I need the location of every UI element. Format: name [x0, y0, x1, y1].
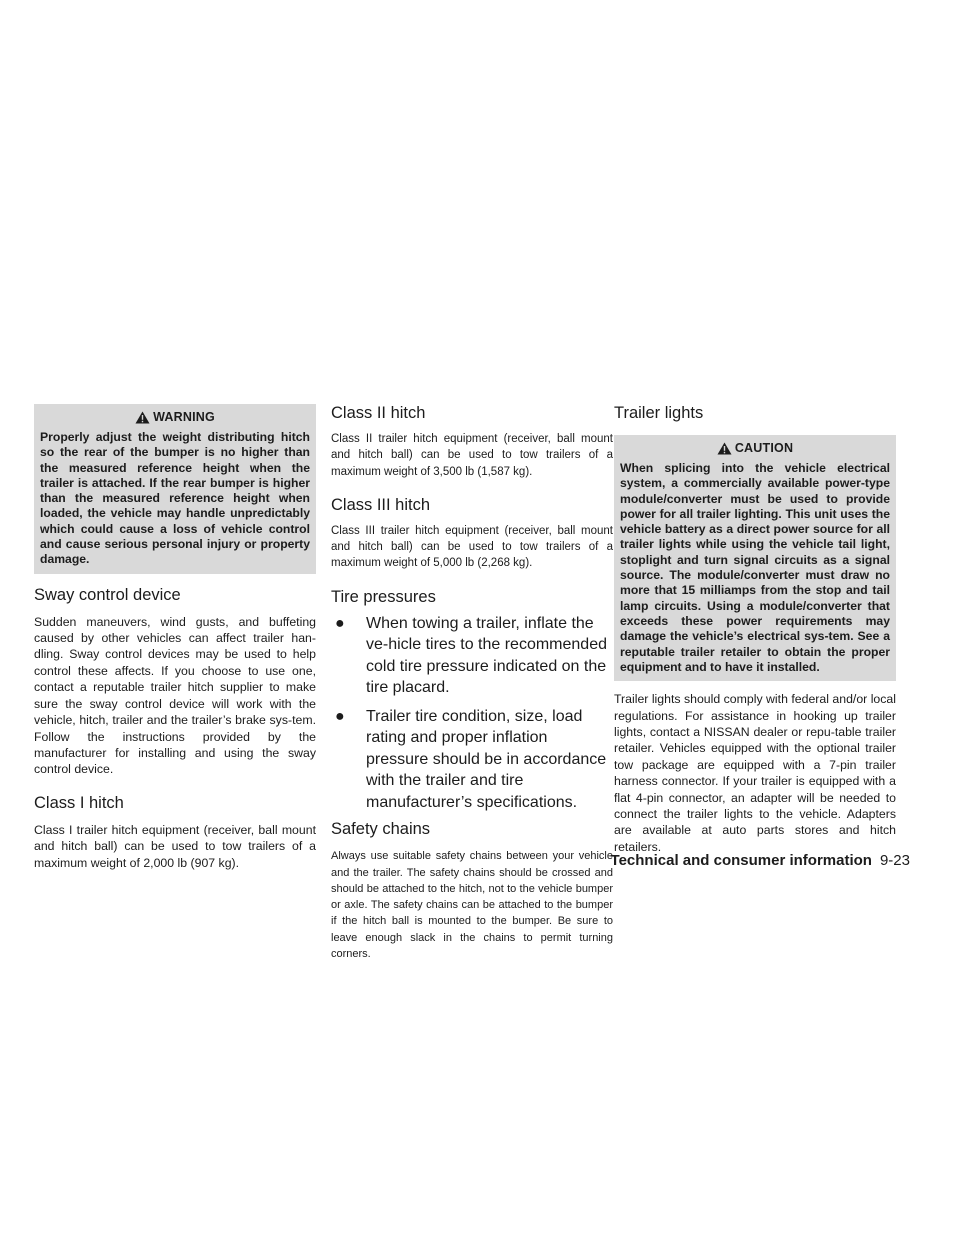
class3-text: Class III trailer hitch equipment (receiver, ball mount and hitch ball) can be used to tow trailers of a maximum weight of 5,000 lb (2,268 kg).: [331, 524, 613, 570]
warning-text: Properly adjust the weight distributing hitch so the rear of the bumper is no higher than the measured reference height when the trailer is attached. If the rear bumper is higher than the measured reference height when loaded, the vehicle may handle unpredictably which could cause a loss of vehicle control and cause serious personal injury or property damage.: [40, 430, 310, 567]
class1-heading: Class I hitch: [34, 793, 124, 812]
tire-heading: Tire pressures: [331, 587, 436, 606]
page-number: 9-23: [879, 852, 910, 869]
warning-triangle-icon: [717, 442, 732, 455]
class3-heading: Class III hitch: [331, 495, 431, 514]
column-middle: [331, 404, 613, 962]
bullet-icon: ●: [335, 707, 345, 725]
caution-title: [620, 435, 890, 461]
caution-box: [614, 435, 896, 681]
chains-text: Always use suitable safety chains between your vehicle and the trailer. The safety chains should be crossed and should be attached to the hitch, not to the vehicle bumper or axle. The safety chains can be attached to the bumper if the hitch ball is mounted to the bumper. Be sure to leave enough slack in the chains to permit turning corners.: [331, 850, 613, 961]
tire-item-text: Trailer tire condition, size, load rating and proper inflation pressure should be in accordance with the trailer and tire manufacturer’s specifications.: [366, 707, 607, 811]
sway-heading: Sway control device: [34, 585, 181, 604]
lights-heading: Trailer lights: [614, 404, 704, 422]
chains-heading: Safety chains: [331, 820, 431, 839]
column-right: [614, 404, 896, 855]
tire-list-item: [331, 706, 613, 814]
bullet-icon: ●: [335, 614, 345, 632]
warning-box: [34, 404, 316, 574]
lights-text: Trailer lights should comply with federal and/or local regulations. For assistance in hooking up trailer lights, contact a NISSAN dealer or repu-table trailer retailer. Vehicles equipped with the optional trailer tow package are equipped with a 7-pin trailer harness connector. If your trailer is equipped with a flat 4-pin connector, an adapter will be needed to connect the trailer lights to the vehicle. Adapters are available at auto parts stores and hitch retailers.: [614, 692, 896, 854]
sway-text: Sudden maneuvers, wind gusts, and buffeting caused by other vehicles can affect trailer han-dling. Sway control devices may be used to help control these affects. If you choose to use one, contact a reputable trailer hitch supplier to make sure the sway control device will work with the vehicle, hitch, trailer and the trailer’s brake sys-tem. Follow the instructions provided by the manufacturer for installing and using the sway control device.: [34, 614, 316, 777]
tire-item-text: When towing a trailer, inflate the ve-hicle tires to the recommended cold tire pressure indicated on the tire placard.: [366, 614, 607, 697]
warning-triangle-icon: [135, 411, 150, 424]
footer-section-title: Technical and consumer information: [610, 852, 872, 869]
class1-text: Class I trailer hitch equipment (receiver, ball mount and hitch ball) can be used to tow trailers of a maximum weight of 2,000 lb (907 kg).: [34, 822, 316, 870]
caution-text: When splicing into the vehicle electrical system, a commercially available power-type module/converter must be used to provide power for all trailer lighting. This unit uses the vehicle battery as a direct power source for all trailer lights while using the vehicle tail light, stoplight and turn signal circuits as a signal source. The module/converter must draw no more that 15 milliamps from the stop and tail lamp circuits. Using a module/converter that exceeds these power requirements may damage the vehicle’s electrical sys-tem. See a reputable trailer retailer to obtain the proper equipment and to have it installed.: [620, 461, 890, 674]
page-footer: [611, 852, 910, 869]
class2-heading: Class II hitch: [331, 404, 426, 422]
warning-title-text: WARNING: [153, 410, 215, 424]
warning-title: [40, 404, 310, 430]
tire-list-item: [331, 613, 613, 699]
column-left: [34, 404, 316, 871]
caution-title-text: CAUTION: [734, 441, 794, 455]
tire-list: [331, 613, 613, 814]
class2-text: Class II trailer hitch equipment (receiver, ball mount and hitch ball) can be used to tow trailers of a maximum weight of 3,500 lb (1,587 kg).: [331, 433, 613, 478]
